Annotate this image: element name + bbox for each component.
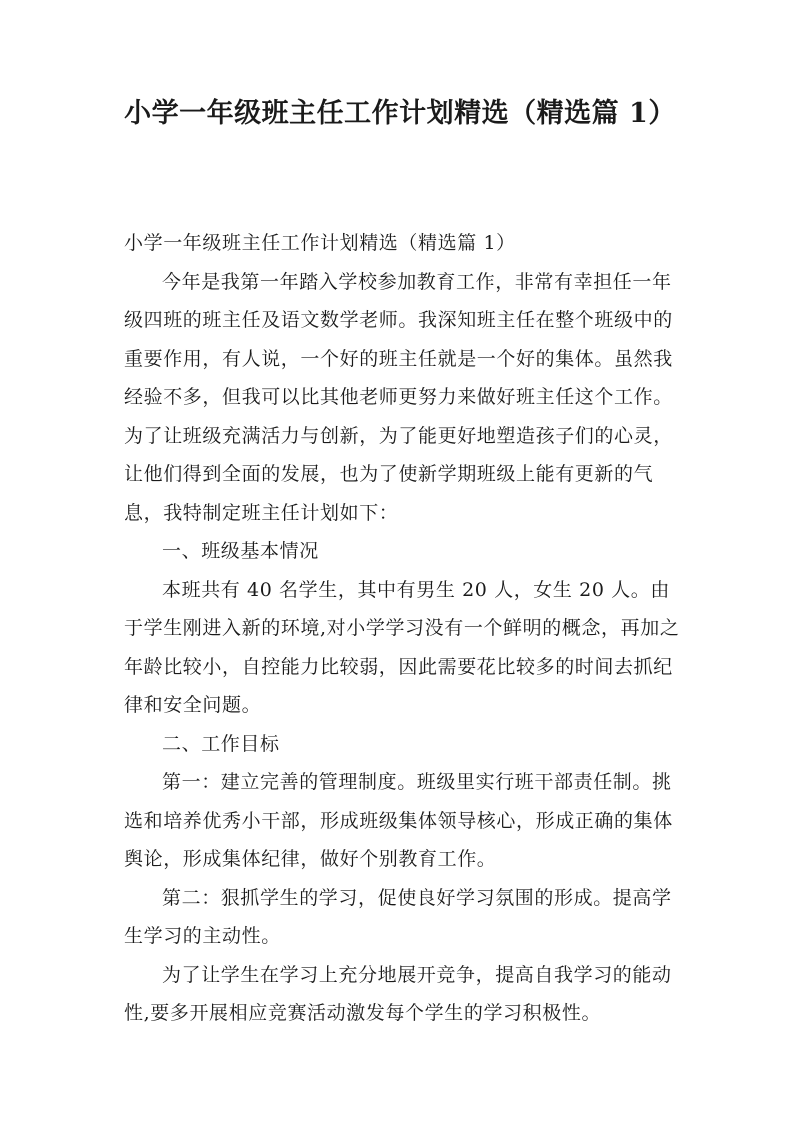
section-heading-class-situation: 一、班级基本情况	[162, 540, 319, 562]
document-title: 小学一年级班主任工作计划精选（精选篇 1）	[124, 98, 676, 129]
competition-paragraph: 为了让学生在学习上充分地展开竞争，提高自我学习的能动性,要多开展相应竞赛活动激发每个学生的学习积极性。	[124, 963, 672, 1024]
goal-one-paragraph: 第一：建立完善的管理制度。班级里实行班干部责任制。挑选和培养优秀小干部，形成班级集体领导核心，形成正确的集体舆论，形成集体纪律，做好个别教育工作。	[124, 771, 673, 870]
document-body	[124, 224, 684, 1033]
section-heading-work-goals: 二、工作目标	[162, 732, 280, 755]
goal-two-paragraph: 第二：狠抓学生的学习，促使良好学习氛围的形成。提高学生学习的主动性。	[124, 886, 672, 947]
class-situation-paragraph: 本班共有 40 名学生，其中有男生 20 人，女生 20 人。由于学生刚进入新的环境,对小学学习没有一个鲜明的概念，再加之年龄比较小，自控能力比较弱，因此需要花比较多的时间去抓纪律和安全问题。	[124, 578, 680, 716]
intro-paragraph: 今年是我第一年踏入学校参加教育工作，非常有幸担任一年级四班的班主任及语文数学老师。我深知班主任在整个班级中的重要作用，有人说，一个好的班主任就是一个好的集体。虽然我经验不多，但我可以比其他老师更努力来做好班主任这个工作。为了让班级充满活力与创新，为了能更好地塑造孩子们的心灵，让他们得到全面的发展，也为了使新学期班级上能有更新的气息，我特制定班主任计划如下：	[124, 270, 673, 524]
subtitle-paragraph: 小学一年级班主任工作计划精选（精选篇 1）	[124, 232, 516, 254]
